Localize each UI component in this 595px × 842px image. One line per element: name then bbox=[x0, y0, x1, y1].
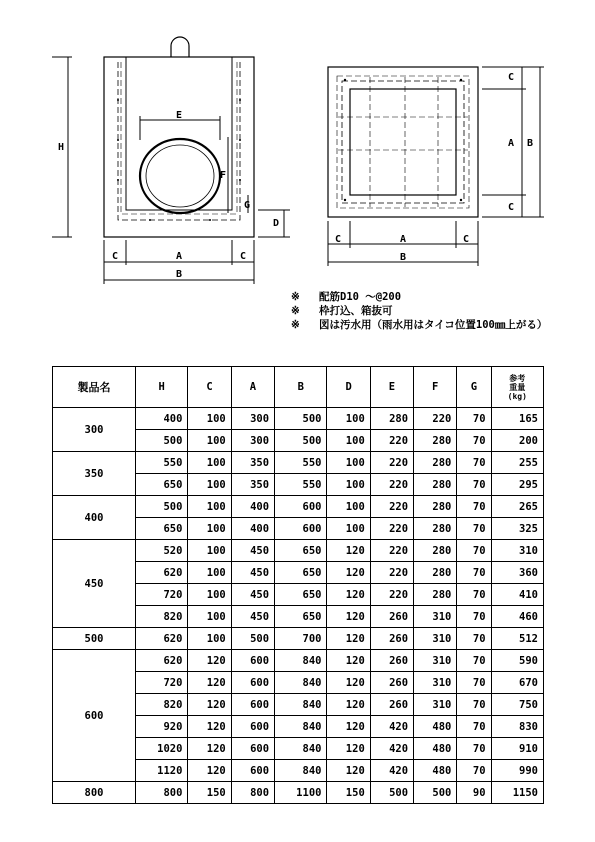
table-cell-F: 280 bbox=[414, 540, 457, 562]
table-cell-G: 70 bbox=[457, 760, 491, 782]
table-cell-G: 70 bbox=[457, 628, 491, 650]
table-cell-weight: 460 bbox=[491, 606, 543, 628]
header-H: H bbox=[136, 367, 188, 408]
table-cell-C: 100 bbox=[188, 496, 231, 518]
table-cell-G: 70 bbox=[457, 716, 491, 738]
table-cell-weight: 165 bbox=[491, 408, 543, 430]
table-cell-H: 820 bbox=[136, 694, 188, 716]
table-cell-C: 150 bbox=[188, 782, 231, 804]
table-cell-D: 100 bbox=[327, 474, 370, 496]
table-cell-C: 100 bbox=[188, 562, 231, 584]
table-cell-G: 70 bbox=[457, 452, 491, 474]
table-cell-F: 220 bbox=[414, 408, 457, 430]
label-H: H bbox=[58, 142, 65, 153]
table-cell-D: 120 bbox=[327, 584, 370, 606]
header-C: C bbox=[188, 367, 231, 408]
table-cell-A: 600 bbox=[231, 738, 274, 760]
header-weight: 参考 重量 (kg) bbox=[491, 367, 543, 408]
label-D: D bbox=[273, 218, 280, 229]
table-cell-C: 120 bbox=[188, 716, 231, 738]
table-cell-G: 70 bbox=[457, 496, 491, 518]
table-cell-C: 120 bbox=[188, 650, 231, 672]
plan-label-B: B bbox=[400, 252, 407, 263]
table-cell-F: 280 bbox=[414, 518, 457, 540]
table-cell-D: 120 bbox=[327, 562, 370, 584]
table-cell-G: 70 bbox=[457, 606, 491, 628]
product-name-cell: 800 bbox=[53, 782, 136, 804]
table-cell-H: 500 bbox=[136, 430, 188, 452]
product-name-cell: 350 bbox=[53, 452, 136, 496]
table-cell-B: 840 bbox=[275, 672, 327, 694]
label-C-left: C bbox=[112, 251, 119, 262]
table-cell-weight: 512 bbox=[491, 628, 543, 650]
table-cell-F: 280 bbox=[414, 496, 457, 518]
table-cell-weight: 750 bbox=[491, 694, 543, 716]
table-cell-A: 450 bbox=[231, 540, 274, 562]
table-cell-A: 500 bbox=[231, 628, 274, 650]
table-cell-A: 300 bbox=[231, 408, 274, 430]
table-cell-D: 120 bbox=[327, 760, 370, 782]
table-cell-E: 220 bbox=[370, 474, 413, 496]
table-cell-weight: 360 bbox=[491, 562, 543, 584]
table-cell-E: 420 bbox=[370, 716, 413, 738]
header-G: G bbox=[457, 367, 491, 408]
table-cell-weight: 910 bbox=[491, 738, 543, 760]
table-cell-H: 920 bbox=[136, 716, 188, 738]
table-cell-E: 420 bbox=[370, 738, 413, 760]
table-cell-A: 400 bbox=[231, 518, 274, 540]
table-row bbox=[53, 408, 544, 430]
table-cell-A: 600 bbox=[231, 694, 274, 716]
table-cell-B: 600 bbox=[275, 496, 327, 518]
table-cell-F: 310 bbox=[414, 694, 457, 716]
table-cell-G: 70 bbox=[457, 430, 491, 452]
table-cell-C: 120 bbox=[188, 760, 231, 782]
table-cell-E: 220 bbox=[370, 430, 413, 452]
table-cell-A: 450 bbox=[231, 606, 274, 628]
table-cell-A: 600 bbox=[231, 672, 274, 694]
table-cell-C: 120 bbox=[188, 694, 231, 716]
table-cell-A: 350 bbox=[231, 474, 274, 496]
table-row bbox=[53, 650, 544, 672]
table-cell-G: 70 bbox=[457, 694, 491, 716]
table-cell-A: 800 bbox=[231, 782, 274, 804]
product-name-cell: 600 bbox=[53, 650, 136, 782]
table-cell-A: 450 bbox=[231, 562, 274, 584]
table-cell-weight: 255 bbox=[491, 452, 543, 474]
table-cell-A: 350 bbox=[231, 452, 274, 474]
table-cell-G: 70 bbox=[457, 518, 491, 540]
header-product-name: 製品名 bbox=[53, 367, 136, 408]
table-cell-H: 720 bbox=[136, 584, 188, 606]
table-cell-C: 100 bbox=[188, 540, 231, 562]
label-E: E bbox=[176, 110, 183, 121]
notes bbox=[291, 290, 547, 332]
table-cell-H: 1020 bbox=[136, 738, 188, 760]
table-cell-D: 100 bbox=[327, 518, 370, 540]
table-row bbox=[53, 628, 544, 650]
table-cell-C: 100 bbox=[188, 474, 231, 496]
table-cell-C: 120 bbox=[188, 672, 231, 694]
note-3: ※ 図は汚水用（雨水用はタイコ位置100㎜上がる） bbox=[291, 319, 548, 331]
label-G: G bbox=[244, 200, 251, 211]
table-cell-E: 280 bbox=[370, 408, 413, 430]
table-cell-H: 1120 bbox=[136, 760, 188, 782]
table-cell-B: 1100 bbox=[275, 782, 327, 804]
table-cell-B: 550 bbox=[275, 452, 327, 474]
table-row bbox=[53, 496, 544, 518]
table-cell-G: 70 bbox=[457, 540, 491, 562]
label-F: F bbox=[220, 170, 227, 181]
table-cell-weight: 265 bbox=[491, 496, 543, 518]
table-row bbox=[53, 540, 544, 562]
table-cell-B: 700 bbox=[275, 628, 327, 650]
table-cell-B: 650 bbox=[275, 562, 327, 584]
table-cell-weight: 325 bbox=[491, 518, 543, 540]
table-cell-D: 120 bbox=[327, 606, 370, 628]
table-cell-G: 70 bbox=[457, 562, 491, 584]
table-cell-C: 100 bbox=[188, 584, 231, 606]
table-cell-H: 620 bbox=[136, 562, 188, 584]
table-cell-H: 720 bbox=[136, 672, 188, 694]
table-cell-A: 600 bbox=[231, 716, 274, 738]
table-cell-D: 120 bbox=[327, 672, 370, 694]
table-cell-B: 650 bbox=[275, 540, 327, 562]
table-cell-F: 480 bbox=[414, 738, 457, 760]
table-body bbox=[53, 408, 544, 804]
table-cell-C: 120 bbox=[188, 738, 231, 760]
header-B: B bbox=[275, 367, 327, 408]
note-2: ※ 枠打込、箱抜可 bbox=[291, 305, 393, 317]
table-cell-G: 70 bbox=[457, 474, 491, 496]
table-cell-weight: 310 bbox=[491, 540, 543, 562]
table-cell-D: 120 bbox=[327, 694, 370, 716]
table-cell-F: 310 bbox=[414, 650, 457, 672]
table-cell-weight: 670 bbox=[491, 672, 543, 694]
table-cell-E: 260 bbox=[370, 628, 413, 650]
table-cell-D: 100 bbox=[327, 496, 370, 518]
table-cell-weight: 830 bbox=[491, 716, 543, 738]
table-cell-B: 650 bbox=[275, 584, 327, 606]
table-cell-weight: 590 bbox=[491, 650, 543, 672]
table-cell-F: 280 bbox=[414, 562, 457, 584]
table-cell-E: 260 bbox=[370, 650, 413, 672]
plan-label-B-side: B bbox=[527, 138, 534, 149]
table-cell-A: 400 bbox=[231, 496, 274, 518]
table-cell-H: 820 bbox=[136, 606, 188, 628]
table-cell-D: 100 bbox=[327, 452, 370, 474]
table-cell-F: 310 bbox=[414, 672, 457, 694]
technical-drawings bbox=[0, 0, 595, 300]
table-cell-E: 220 bbox=[370, 496, 413, 518]
table-cell-weight: 1150 bbox=[491, 782, 543, 804]
table-cell-H: 800 bbox=[136, 782, 188, 804]
spec-table bbox=[52, 366, 544, 804]
table-row bbox=[53, 452, 544, 474]
table-cell-D: 120 bbox=[327, 650, 370, 672]
table-cell-D: 120 bbox=[327, 716, 370, 738]
table-cell-E: 220 bbox=[370, 452, 413, 474]
table-cell-H: 620 bbox=[136, 650, 188, 672]
header-F: F bbox=[414, 367, 457, 408]
front-section-view bbox=[52, 37, 290, 284]
table-cell-G: 70 bbox=[457, 738, 491, 760]
table-cell-C: 100 bbox=[188, 628, 231, 650]
table-cell-A: 600 bbox=[231, 760, 274, 782]
table-header-row bbox=[53, 367, 544, 408]
table-cell-weight: 200 bbox=[491, 430, 543, 452]
table-cell-weight: 295 bbox=[491, 474, 543, 496]
label-C-right: C bbox=[240, 251, 247, 262]
table-cell-A: 600 bbox=[231, 650, 274, 672]
table-cell-F: 280 bbox=[414, 584, 457, 606]
table-cell-F: 280 bbox=[414, 430, 457, 452]
table-cell-F: 280 bbox=[414, 452, 457, 474]
header-A: A bbox=[231, 367, 274, 408]
table-cell-H: 650 bbox=[136, 518, 188, 540]
plan-label-A-side: A bbox=[508, 138, 515, 149]
table-cell-G: 70 bbox=[457, 584, 491, 606]
table-cell-F: 500 bbox=[414, 782, 457, 804]
table-cell-D: 120 bbox=[327, 738, 370, 760]
table-cell-B: 500 bbox=[275, 430, 327, 452]
table-cell-G: 70 bbox=[457, 672, 491, 694]
note-1: ※ 配筋D10 ～@200 bbox=[291, 291, 402, 303]
table-cell-G: 90 bbox=[457, 782, 491, 804]
table-cell-D: 100 bbox=[327, 408, 370, 430]
table-cell-C: 100 bbox=[188, 606, 231, 628]
product-name-cell: 450 bbox=[53, 540, 136, 628]
table-cell-B: 500 bbox=[275, 408, 327, 430]
table-cell-E: 260 bbox=[370, 606, 413, 628]
product-name-cell: 300 bbox=[53, 408, 136, 452]
product-name-cell: 500 bbox=[53, 628, 136, 650]
table-cell-C: 100 bbox=[188, 408, 231, 430]
table-cell-C: 100 bbox=[188, 430, 231, 452]
plan-label-A: A bbox=[400, 234, 407, 245]
table-cell-H: 500 bbox=[136, 496, 188, 518]
table-cell-F: 480 bbox=[414, 716, 457, 738]
table-cell-H: 650 bbox=[136, 474, 188, 496]
table-cell-E: 220 bbox=[370, 518, 413, 540]
table-cell-F: 310 bbox=[414, 628, 457, 650]
table-cell-B: 650 bbox=[275, 606, 327, 628]
table-cell-G: 70 bbox=[457, 408, 491, 430]
table-cell-B: 840 bbox=[275, 738, 327, 760]
table-cell-F: 280 bbox=[414, 474, 457, 496]
table-cell-E: 260 bbox=[370, 672, 413, 694]
label-A: A bbox=[176, 251, 183, 262]
table-cell-F: 480 bbox=[414, 760, 457, 782]
table-cell-E: 500 bbox=[370, 782, 413, 804]
table-cell-E: 260 bbox=[370, 694, 413, 716]
header-E: E bbox=[370, 367, 413, 408]
table-cell-C: 100 bbox=[188, 452, 231, 474]
table-cell-D: 100 bbox=[327, 430, 370, 452]
table-cell-H: 620 bbox=[136, 628, 188, 650]
label-B: B bbox=[176, 269, 183, 280]
header-D: D bbox=[327, 367, 370, 408]
table-cell-E: 220 bbox=[370, 562, 413, 584]
table-cell-B: 840 bbox=[275, 716, 327, 738]
table-cell-weight: 410 bbox=[491, 584, 543, 606]
table-row bbox=[53, 782, 544, 804]
plan-label-C-top: C bbox=[508, 72, 515, 83]
table-cell-G: 70 bbox=[457, 650, 491, 672]
table-cell-weight: 990 bbox=[491, 760, 543, 782]
table-cell-F: 310 bbox=[414, 606, 457, 628]
table-cell-B: 550 bbox=[275, 474, 327, 496]
product-name-cell: 400 bbox=[53, 496, 136, 540]
table-cell-B: 600 bbox=[275, 518, 327, 540]
table-cell-A: 300 bbox=[231, 430, 274, 452]
table-cell-B: 840 bbox=[275, 760, 327, 782]
table-cell-E: 220 bbox=[370, 584, 413, 606]
plan-label-C-bottom: C bbox=[508, 202, 515, 213]
table-cell-E: 220 bbox=[370, 540, 413, 562]
table-cell-D: 150 bbox=[327, 782, 370, 804]
plan-label-C-right: C bbox=[463, 234, 470, 245]
table-cell-H: 550 bbox=[136, 452, 188, 474]
table-cell-E: 420 bbox=[370, 760, 413, 782]
table-cell-B: 840 bbox=[275, 650, 327, 672]
table-cell-D: 120 bbox=[327, 628, 370, 650]
table-cell-H: 520 bbox=[136, 540, 188, 562]
plan-label-C-left: C bbox=[335, 234, 342, 245]
table-cell-D: 120 bbox=[327, 540, 370, 562]
plan-view bbox=[328, 67, 544, 266]
table-cell-H: 400 bbox=[136, 408, 188, 430]
table-cell-B: 840 bbox=[275, 694, 327, 716]
table-cell-A: 450 bbox=[231, 584, 274, 606]
table-cell-C: 100 bbox=[188, 518, 231, 540]
